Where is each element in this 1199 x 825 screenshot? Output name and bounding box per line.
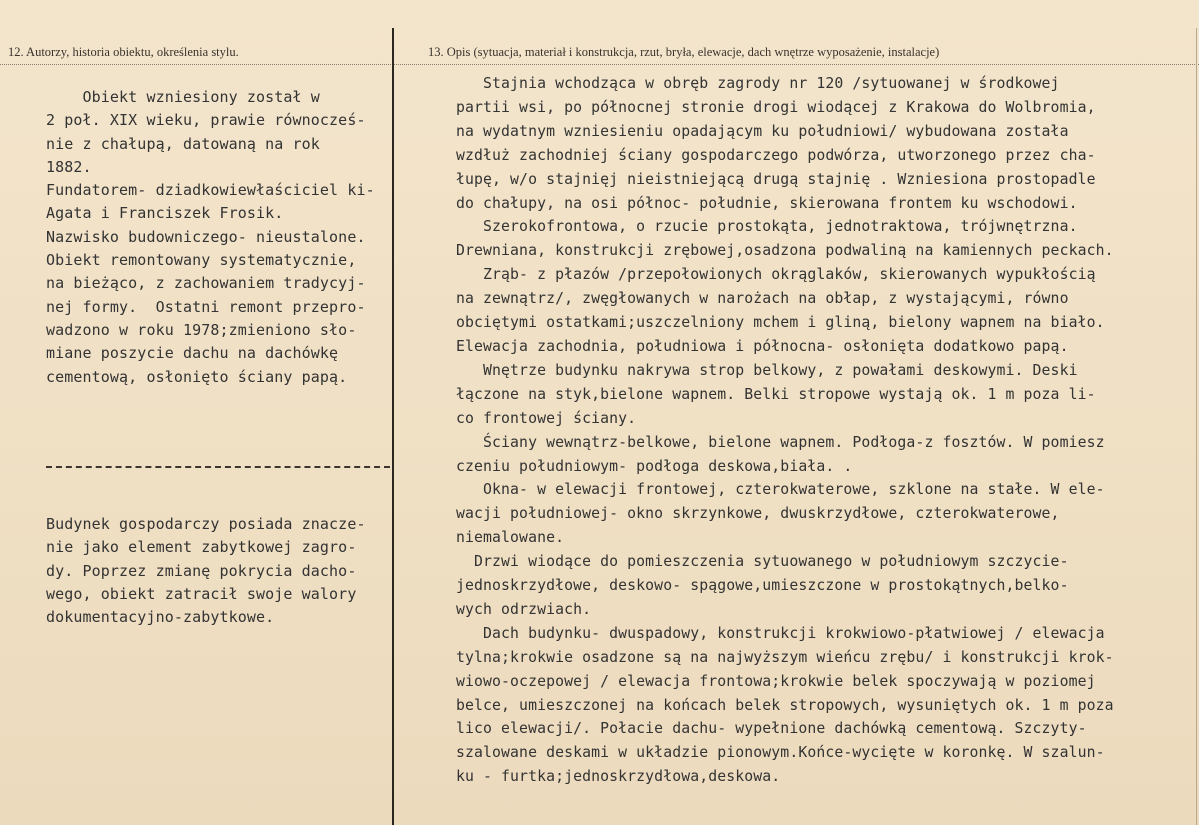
description-line: łączone na styk,bielone wapnem. Belki stropowe wystają ok. 1 m poza li- <box>456 385 1096 403</box>
description-text <box>456 72 1114 789</box>
description-line: Dach budynku- dwuspadowy, konstrukcji krokwiowo-płatwiowej / elewacja <box>456 624 1105 642</box>
history-line: Nazwisko budowniczego- nieustalone. <box>46 227 366 246</box>
history-line: Fundatorem- dziadkowiewłaściciel ki- <box>46 181 375 200</box>
description-line: Drewniana, konstrukcji zrębowej,osadzona podwaliną na kamiennych peckach. <box>456 242 1114 260</box>
history-line: Obiekt remontowany systematycznie, <box>46 251 357 270</box>
description-line: Zrąb- z płazów /przepołowionych okrąglaków, skierowanych wypukłością <box>456 266 1096 284</box>
significance-line: dokumentacyjno-zabytkowe. <box>46 608 275 627</box>
history-line: na bieżąco, z zachowaniem tradycyj- <box>46 274 366 293</box>
section-13-heading: 13. Opis (sytuacja, materiał i konstrukcja, rzut, bryła, elewacje, dach wnętrze wyposażenie, instalacje) <box>428 45 940 59</box>
description-line: niemalowane. <box>456 529 565 547</box>
significance-line: Budynek gospodarczy posiada znacze- <box>46 515 366 533</box>
description-line: Drzwi wiodące do pomieszczenia sytuowanego w południowym szczycie- <box>456 553 1069 571</box>
history-line: nej formy. Ostatni remont przepro- <box>46 297 366 316</box>
description-line: szalowane deskami w układzie pionowym.Końce-wycięte w koronkę. W szalun- <box>456 744 1105 762</box>
description-line: Okna- w elewacji frontowej, czterokwaterowe, szklone na stałe. W ele- <box>456 481 1105 499</box>
significance-line: wego, obiekt zatracił swoje walory <box>46 584 357 603</box>
significance-line: nie jako element zabytkowej zagro- <box>46 538 357 557</box>
history-text <box>46 86 375 389</box>
description-line: wacji południowej- okno skrzynkowe, dwuskrzydłowe, czterokwaterowe, <box>456 505 1060 523</box>
description-line: czeniu południowym- podłoga deskowa,biała. . <box>456 457 853 475</box>
description-line: do chałupy, na osi północ- południe, skierowana frontem ku wschodowi. <box>456 194 1078 212</box>
section-12-heading: 12. Autorzy, historia obiektu, określenia stylu. <box>8 45 239 59</box>
description-line: Ściany wewnątrz-belkowe, bielone wapnem. Podłoga-z fosztów. W pomiesz <box>456 433 1105 451</box>
description-line: ku - furtka;jednoskrzydłowa,deskowa. <box>456 768 781 786</box>
history-line: 1882. <box>46 157 92 176</box>
column-divider <box>392 28 394 825</box>
history-line: Obiekt wzniesiony został w <box>46 88 320 106</box>
description-line: wzdłuż zachodniej ściany gospodarczego podwórza, utworzonego przez cha- <box>456 146 1096 164</box>
description-line: wiowo-oczepowej / elewacja frontowa;krokwie belek spoczywają w poziomej <box>456 672 1096 690</box>
description-line: Elewacja zachodnia, południowa i północna- osłonięta dodatkowo papą. <box>456 337 1069 355</box>
header-rule <box>0 64 1199 65</box>
page-edge-line <box>1196 28 1197 825</box>
description-line: jednoskrzydłowe, deskowo- spągowe,umieszczone w prostokątnych,belko- <box>456 577 1069 595</box>
description-line: Wnętrze budynku nakrywa strop belkowy, z powałami deskowymi. Deski <box>456 361 1078 379</box>
history-line: nie z chałupą, datowaną na rok <box>46 134 320 153</box>
description-line: Stajnia wchodząca w obręb zagrody nr 120 /sytuowanej w środkowej <box>456 75 1060 92</box>
description-line: na wydatnym wzniesieniu opadającym ku południowi/ wybudowana została <box>456 122 1069 140</box>
significance-line: dy. Poprzez zmianę pokrycia dacho- <box>46 561 357 580</box>
dashed-separator <box>46 466 390 468</box>
description-line: partii wsi, po północnej stronie drogi wiodącej z Krakowa do Wolbromia, <box>456 98 1096 116</box>
history-line: Agata i Franciszek Frosik. <box>46 204 284 223</box>
description-line: na zewnątrz/, zwęgłowanych w narożach na obłap, z wystającymi, równo <box>456 290 1069 308</box>
history-line: miane poszycie dachu na dachówkę <box>46 344 339 363</box>
description-line: obciętymi ostatkami;uszczelniony mchem i gliną, bielony wapnem na biało. <box>456 314 1105 332</box>
description-line: Szerokofrontowa, o rzucie prostokąta, jednotraktowa, trójwnętrzna. <box>456 218 1078 236</box>
description-line: belce, umieszczonej na końcach belek stropowych, wysuniętych ok. 1 m poza <box>456 696 1114 714</box>
significance-text <box>46 513 366 629</box>
history-line: 2 poł. XIX wieku, prawie równocześ- <box>46 111 366 130</box>
history-line: wadzono w roku 1978;zmieniono sło- <box>46 320 357 339</box>
history-line: cementową, osłonięto ściany papą. <box>46 367 348 386</box>
description-line: łupę, w/o stajnięj nieistniejącą drugą stajnię . Wzniesiona prostopadle <box>456 170 1096 188</box>
description-line: co frontowej ściany. <box>456 409 637 427</box>
description-line: tylna;krokwie osadzone są na najwyższym wieńcu zrębu/ i konstrukcji krok- <box>456 648 1114 666</box>
description-line: lico elewacji/. Połacie dachu- wypełnione dachówką cementową. Szczyty- <box>456 720 1087 738</box>
description-line: wych odrzwiach. <box>456 600 592 618</box>
